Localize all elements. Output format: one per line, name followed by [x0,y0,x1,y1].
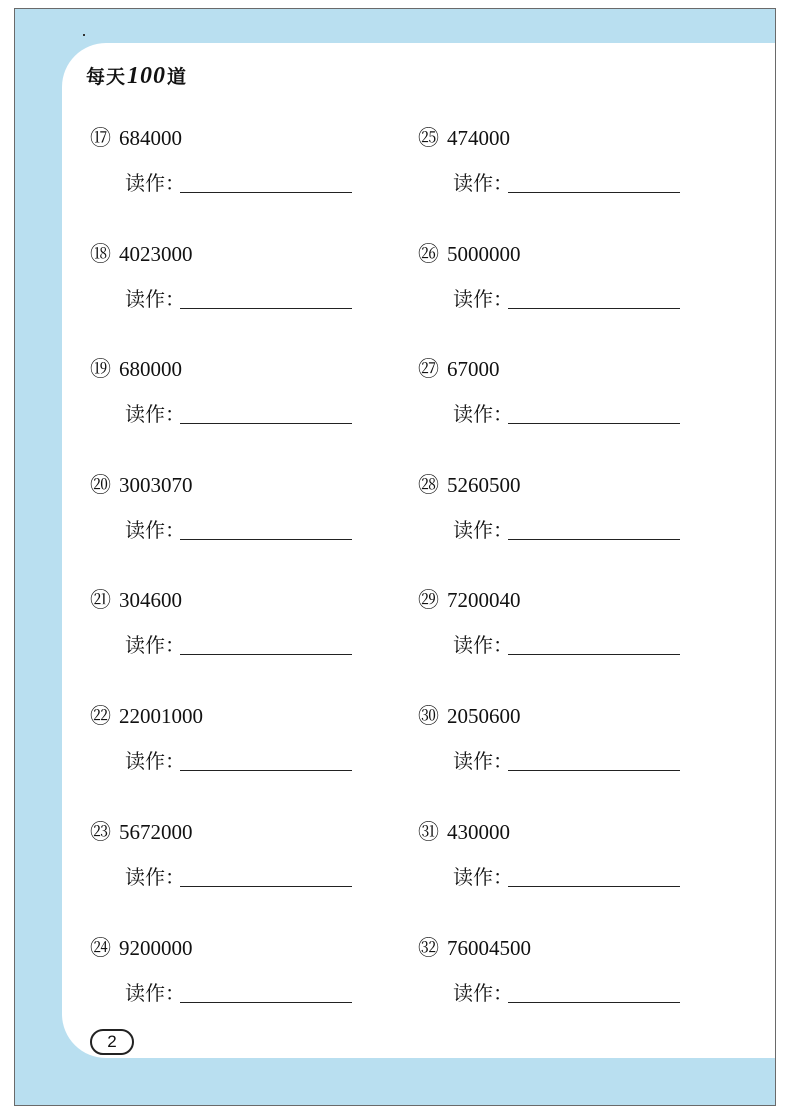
problem-number: ㉖ [418,242,439,266]
answer-label: 读作： [125,633,185,657]
answer-label: 读作： [125,171,185,195]
problem-question [90,353,182,383]
problem-value: 76004500 [447,936,531,960]
problem-number: ⑰ [90,126,111,150]
problem-number: ㉙ [418,588,439,612]
problem-number: ㉛ [418,820,439,844]
problem-value: 3003070 [119,473,193,497]
answer-label: 读作： [453,287,513,311]
answer-label: 读作： [125,749,185,773]
problem-question [90,700,203,730]
problem-number: ㉑ [90,588,111,612]
answer-label: 读作： [453,749,513,773]
answer-line[interactable] [180,539,352,540]
problem-value: 5672000 [119,820,193,844]
answer-label: 读作： [453,171,513,195]
problem-24 [90,932,390,1042]
answer-label: 读作： [453,633,513,657]
problem-21 [90,584,390,694]
header-prefix: 每天 [86,66,127,88]
problem-27 [418,353,718,463]
problem-question [418,932,531,962]
header-suffix: 道 [167,66,188,88]
problem-29 [418,584,718,694]
problem-question [418,584,521,614]
problem-value: 5260500 [447,473,521,497]
problem-number: ㉘ [418,473,439,497]
problem-number: ㉒ [90,704,111,728]
answer-line[interactable] [180,192,352,193]
answer-label: 读作： [125,287,185,311]
problem-question [418,816,510,846]
problem-30 [418,700,718,810]
problem-value: 304600 [119,588,182,612]
answer-line[interactable] [508,886,680,887]
answer-line[interactable] [508,539,680,540]
problem-question [90,469,193,499]
answer-label: 读作： [453,865,513,889]
answer-line[interactable] [508,654,680,655]
problem-question [418,469,521,499]
problem-32 [418,932,718,1042]
problem-number: ㉚ [418,704,439,728]
problem-value: 684000 [119,126,182,150]
problem-23 [90,816,390,926]
problem-question [90,584,182,614]
header-number: 100 [127,63,167,89]
answer-line[interactable] [508,423,680,424]
problem-22 [90,700,390,810]
problem-question [418,700,521,730]
problem-25 [418,122,718,232]
answer-line[interactable] [180,423,352,424]
answer-line[interactable] [180,1002,352,1003]
answer-line[interactable] [508,192,680,193]
answer-line[interactable] [508,770,680,771]
answer-label: 读作： [453,981,513,1005]
problem-question [90,816,193,846]
answer-line[interactable] [180,770,352,771]
problem-value: 4023000 [119,242,193,266]
problem-value: 2050600 [447,704,521,728]
answer-line[interactable] [180,654,352,655]
problem-number: ㉗ [418,357,439,381]
problem-question [90,122,182,152]
answer-line[interactable] [180,886,352,887]
problem-20 [90,469,390,579]
problem-number: ㉕ [418,126,439,150]
problem-question [418,353,500,383]
problem-question [418,122,510,152]
problem-value: 680000 [119,357,182,381]
answer-label: 读作： [125,865,185,889]
problem-value: 22001000 [119,704,203,728]
answer-label: 读作： [125,981,185,1005]
problem-number: ⑳ [90,473,111,497]
problem-value: 430000 [447,820,510,844]
problem-value: 474000 [447,126,510,150]
problem-28 [418,469,718,579]
problem-19 [90,353,390,463]
problem-value: 9200000 [119,936,193,960]
problem-31 [418,816,718,926]
page-number-badge: 2 [90,1029,134,1055]
answer-label: 读作： [125,402,185,426]
problem-number: ㉓ [90,820,111,844]
problem-number: ⑲ [90,357,111,381]
answer-label: 读作： [125,518,185,542]
answer-label: 读作： [453,518,513,542]
problem-question [90,238,193,268]
problem-value: 5000000 [447,242,521,266]
problem-question [90,932,193,962]
page-header-title [86,62,187,90]
problem-value: 67000 [447,357,500,381]
problem-number: ⑱ [90,242,111,266]
problem-value: 7200040 [447,588,521,612]
answer-line[interactable] [508,1002,680,1003]
answer-line[interactable] [508,308,680,309]
problem-question [418,238,521,268]
problem-17 [90,122,390,232]
problem-18 [90,238,390,348]
print-speck [83,34,85,36]
problem-26 [418,238,718,348]
problem-number: ㉔ [90,936,111,960]
problem-number: ㉜ [418,936,439,960]
answer-label: 读作： [453,402,513,426]
answer-line[interactable] [180,308,352,309]
